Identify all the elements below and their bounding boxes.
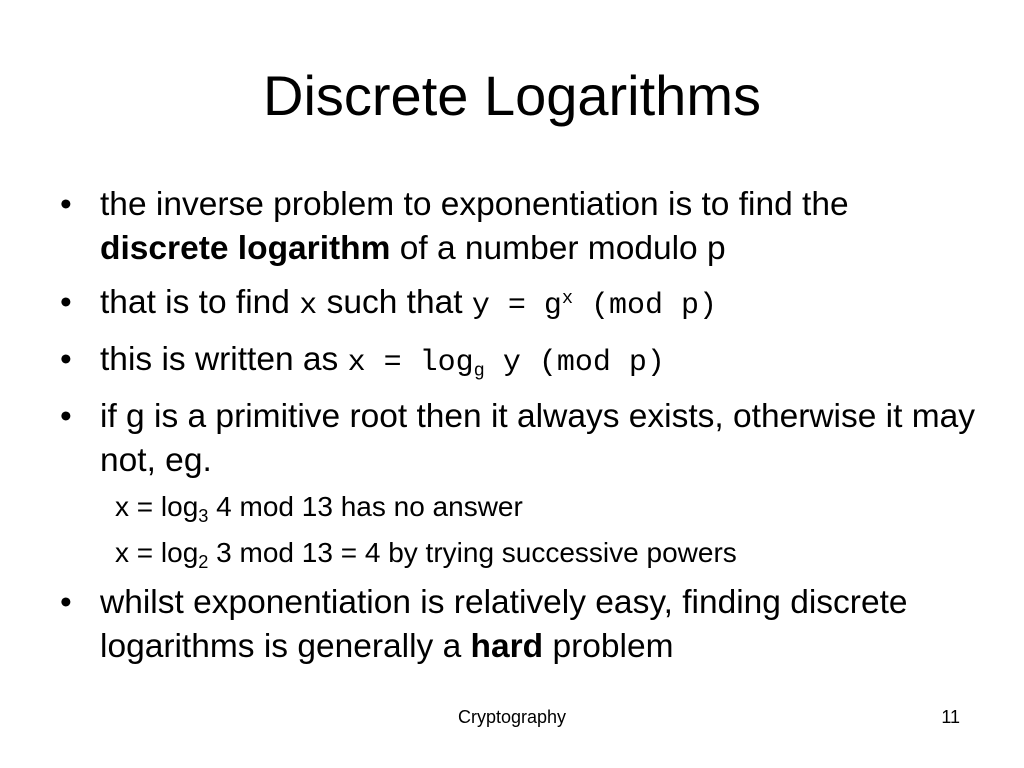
example-item (60, 533, 980, 573)
example-item (60, 487, 980, 527)
code-subscript: g (473, 360, 485, 382)
code-expression-part: y (mod p) (484, 346, 665, 380)
bullet-marker: • (60, 584, 72, 621)
bullet-text: if g is a primitive root then it always exists, otherwise it may not, eg. (100, 398, 976, 479)
bullet-marker: • (60, 284, 72, 321)
code-superscript: x (561, 287, 574, 309)
slide-title: Discrete Logarithms (263, 64, 761, 127)
bullet-item (60, 183, 980, 271)
example-subscript: 3 (198, 505, 209, 526)
bullet-text: whilst exponentiation is relatively easy, finding discrete logarithms is generally a (100, 584, 908, 665)
footer-text: Cryptography (457, 707, 567, 727)
code-expression-part: (mod p) (573, 289, 718, 323)
bullet-text: problem (543, 628, 674, 665)
example-rest: 4 mod 13 has no answer (208, 491, 523, 522)
slide-body (60, 183, 980, 679)
page-number: 11 (941, 707, 960, 727)
example-subscript: 2 (198, 551, 209, 572)
bullet-text: such that (317, 284, 472, 321)
bullet-marker: • (60, 186, 72, 223)
code-expression-part: x = log (347, 346, 474, 380)
code-variable: x (299, 289, 318, 323)
code-expression (348, 346, 665, 380)
bullet-item (60, 581, 980, 669)
bullet-text: this is written as (100, 341, 348, 378)
bullet-text: the inverse problem to exponentiation is to find the (100, 186, 849, 223)
bullet-text: that is to find (100, 284, 300, 321)
bullet-emphasis: discrete logarithm (100, 230, 391, 267)
bullet-item (60, 281, 980, 328)
code-expression (472, 289, 717, 323)
example-prefix: x = log (115, 491, 199, 522)
code-expression-part: y = g (471, 289, 562, 323)
bullet-item (60, 338, 980, 385)
bullet-marker: • (60, 341, 72, 378)
bullet-marker: • (60, 398, 72, 435)
example-rest: 3 mod 13 = 4 by trying successive powers (208, 537, 737, 568)
bullet-item (60, 395, 980, 483)
bullet-text: of a number modulo p (390, 230, 726, 267)
example-prefix: x = log (115, 537, 199, 568)
bullet-emphasis: hard (470, 628, 544, 665)
example-list (60, 487, 980, 573)
